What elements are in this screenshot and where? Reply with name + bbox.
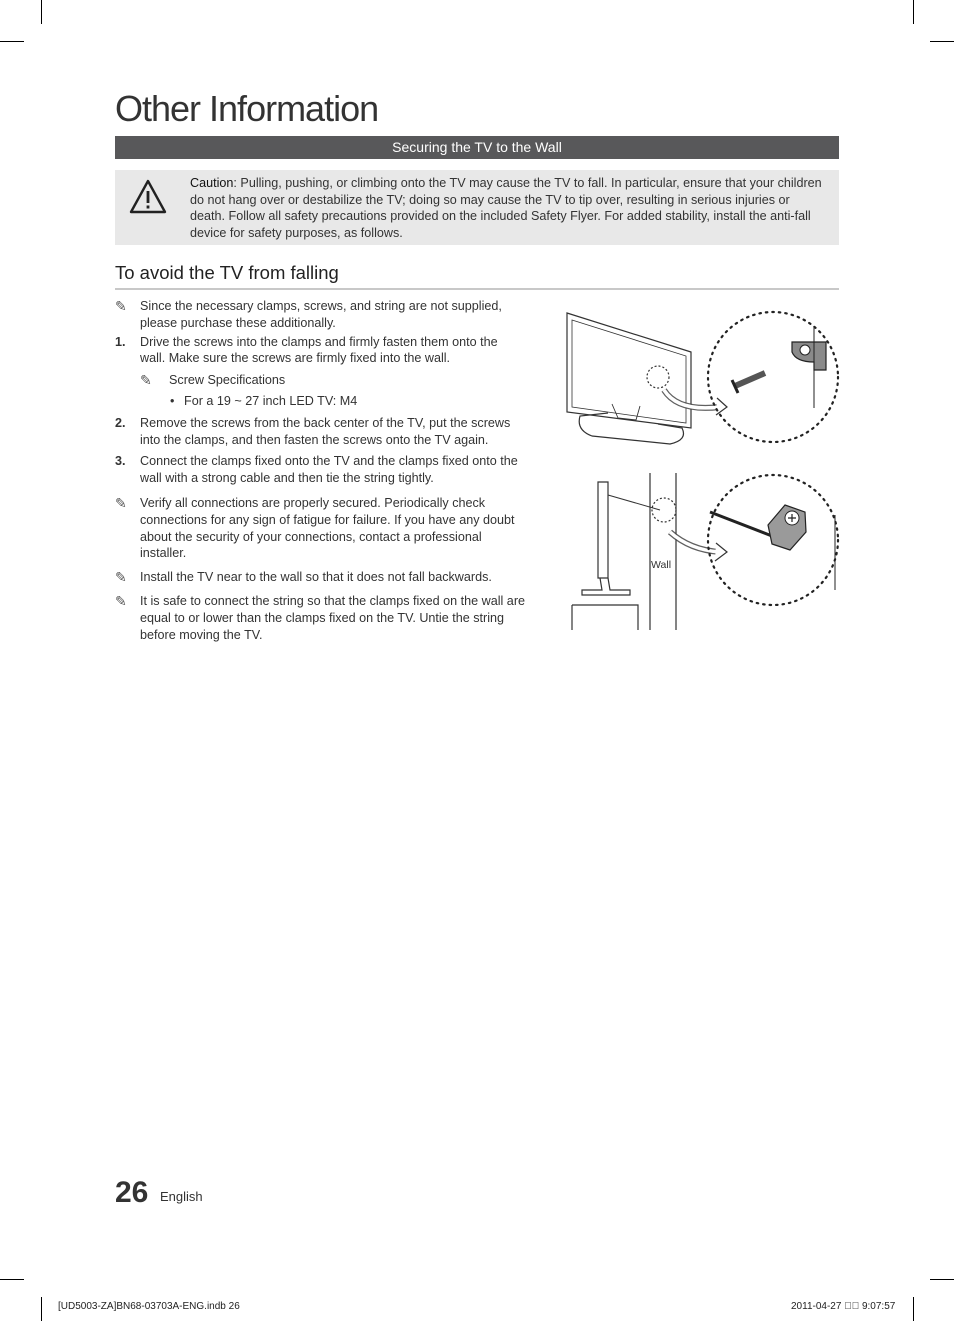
note-text: Since the necessary clamps, screws, and string are not supplied, please purchase these additionally. — [140, 299, 502, 330]
page-title: Other Information — [115, 88, 379, 129]
clamp-detail-top — [708, 312, 838, 442]
section-title: Securing the TV to the Wall — [115, 136, 839, 159]
crop-mark — [0, 41, 24, 42]
note-pencil-icon: ✎ — [140, 372, 152, 389]
step-text: Drive the screws into the clamps and firmly fasten them onto the wall. Make sure the screws are firmly fixed into the wall. — [140, 334, 498, 366]
clamp-detail-bottom — [708, 475, 838, 605]
crop-mark — [0, 1279, 24, 1280]
page-number: 26 — [115, 1176, 149, 1209]
crop-mark — [930, 41, 954, 42]
tv-rear-illustration — [567, 313, 727, 444]
step-number: 2. — [115, 415, 126, 430]
note-pencil-icon: ✎ — [115, 298, 127, 314]
note-install-near — [115, 569, 525, 586]
crop-mark — [913, 0, 914, 24]
subsection-title: To avoid the TV from falling — [115, 262, 839, 290]
tv-side-illustration — [572, 473, 727, 630]
warning-triangle-icon — [128, 178, 168, 216]
step-3 — [115, 453, 525, 487]
footer-language: English — [160, 1189, 203, 1204]
note-text: It is safe to connect the string so that the clamps fixed on the wall are equal to or lower than the clamps fixed on the TV. Untie the string before moving the TV. — [140, 593, 526, 642]
note-text: Verify all connections are properly secured. Periodically check connections for any sign of fatigue for failure. If you have any doubt about the security of your connections, contact a professional installer. — [140, 495, 515, 561]
note-string-safe — [115, 593, 525, 643]
step-1 — [115, 334, 525, 368]
bullet-icon: • — [170, 393, 175, 408]
caution-text — [190, 175, 822, 241]
note-text: Install the TV near to the wall so that it does not fall backwards. — [140, 570, 492, 585]
caution-label: Caution — [190, 176, 234, 190]
note-screw-spec — [115, 372, 525, 389]
note-pencil-icon: ✎ — [115, 494, 127, 511]
note-pencil-icon: ✎ — [115, 569, 127, 586]
caution-box — [115, 170, 839, 245]
print-slug-file: [UD5003-ZA]BN68-03703A-ENG.indb 26 — [58, 1301, 240, 1312]
note-purchase — [115, 298, 525, 332]
step-2 — [115, 415, 525, 449]
screw-spec-item — [115, 393, 525, 410]
crop-mark — [41, 1297, 42, 1321]
screw-spec-text: For a 19 ~ 27 inch LED TV: M4 — [184, 393, 358, 408]
note-pencil-icon: ✎ — [115, 592, 127, 609]
step-text: Remove the screws from the back center of the TV, put the screws into the clamps, and then fasten the screws onto the TV again. — [140, 415, 511, 447]
screw-spec-label: Screw Specifications — [169, 373, 286, 388]
step-number: 1. — [115, 334, 126, 349]
crop-mark — [41, 0, 42, 24]
instructions — [115, 298, 525, 643]
step-text: Connect the clamps fixed onto the TV and the clamps fixed onto the wall with a strong cable and then tie the string tightly. — [140, 454, 518, 486]
note-verify — [115, 495, 525, 562]
crop-mark — [913, 1297, 914, 1321]
wall-label: Wall — [651, 559, 672, 571]
step-number: 3. — [115, 454, 126, 469]
print-slug-timestamp: 2011-04-27 ￿￿ 9:07:57 — [791, 1301, 896, 1312]
caution-body: : Pulling, pushing, or climbing onto the TV may cause the TV to fall. In particular, ensure that your children do not hang over or destabilize the TV; doing so may cause the TV to tip over, resulting in serious injuries or death. Follow all safety precautions provided on the included Safety Flyer. For added stability, install the anti-fall device for safety purposes, as follows. — [190, 176, 822, 240]
installation-illustrations — [560, 300, 845, 630]
crop-mark — [930, 1279, 954, 1280]
